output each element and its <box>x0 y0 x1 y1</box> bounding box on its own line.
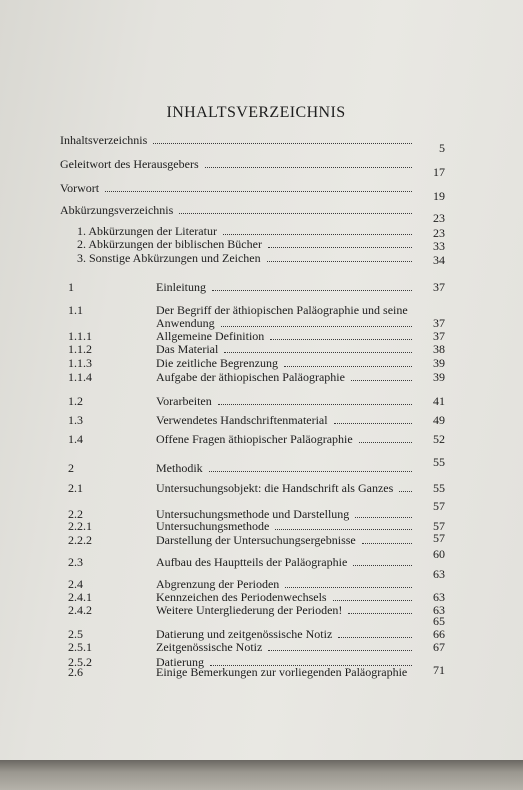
entry-title: Untersuchungsobjekt: die Handschrift als Ganzes <box>156 481 394 495</box>
section-number: 1.4 <box>68 432 83 446</box>
entry-title: Zeitgenössische Notiz <box>156 640 263 654</box>
leader-dots <box>224 351 412 353</box>
leader-dots <box>359 441 412 443</box>
toc-entry <box>0 433 523 447</box>
entry-title: Vorwort <box>60 181 100 195</box>
entry-title: Verwendetes Handschriftenmaterial <box>156 413 328 427</box>
toc-entry <box>0 133 523 155</box>
section-number: 2 <box>68 461 74 475</box>
page-number: 66 <box>433 627 445 641</box>
leader-dots <box>153 142 412 144</box>
page-number: 67 <box>433 640 445 654</box>
entry-title: Das Material <box>156 342 219 356</box>
page-number: 5 <box>439 141 445 155</box>
section-number: 2.4.2 <box>68 603 92 617</box>
page-number: 52 <box>433 432 445 446</box>
page-number: 57 <box>433 531 445 545</box>
page-number: 33 <box>433 239 445 253</box>
toc-entry <box>0 482 523 496</box>
page-number: 65 <box>433 614 445 628</box>
entry-title: Vorarbeiten <box>156 394 212 408</box>
section-number: 1.1.3 <box>68 356 92 370</box>
section-number: 1.1.1 <box>68 329 92 343</box>
leader-dots <box>334 422 412 424</box>
leader-dots <box>105 190 412 192</box>
page-number: 49 <box>433 413 445 427</box>
leader-dots <box>223 233 412 235</box>
toc-entry <box>0 181 523 203</box>
section-number: 2.1 <box>68 481 83 495</box>
leader-dots <box>338 636 412 638</box>
toc-entry <box>0 641 523 655</box>
entry-title: Weitere Untergliederung der Perioden! <box>156 603 343 617</box>
toc-entry <box>0 414 523 428</box>
entry-title: Inhaltsverzeichnis <box>60 133 148 147</box>
page-number: 57 <box>433 499 445 513</box>
leader-dots <box>285 586 412 588</box>
entry-title: Methodik <box>156 461 203 475</box>
leader-dots <box>209 470 412 472</box>
entry-title: Datierung <box>156 655 204 669</box>
leader-dots <box>362 542 412 544</box>
section-number: 2.3 <box>68 555 83 569</box>
entry-title: Aufgabe der äthiopischen Paläographie <box>156 370 345 384</box>
toc-entry <box>0 343 523 357</box>
toc-entry <box>0 371 523 385</box>
section-number: 1.1.4 <box>68 370 92 384</box>
page-number: 37 <box>433 316 445 330</box>
page-number: 55 <box>433 481 445 495</box>
section-number: 2.4 <box>68 577 83 591</box>
toc-entry <box>0 157 523 179</box>
leader-dots <box>218 403 412 405</box>
page-number: 71 <box>433 663 445 677</box>
page-number: 17 <box>433 165 445 179</box>
toc-title: INHALTSVERZEICHNIS <box>166 104 346 121</box>
section-number: 1.1 <box>68 303 83 317</box>
page-number: 39 <box>433 356 445 370</box>
entry-title: Datierung und zeitgenössische Notiz <box>156 627 333 641</box>
section-number: 2.5.2 <box>68 655 92 669</box>
section-number: 1.3 <box>68 413 83 427</box>
section-number: 1.1.2 <box>68 342 92 356</box>
entry-title: Kennzeichen des Periodenwechsels <box>156 590 327 604</box>
entry-title: Die zeitliche Begrenzung <box>156 356 278 370</box>
entry-title: Aufbau des Hauptteils der Paläographie <box>156 555 348 569</box>
page-number: 38 <box>433 342 445 356</box>
page-edge-shadow <box>0 760 523 790</box>
leader-dots <box>268 246 412 248</box>
section-number: 2.2.1 <box>68 519 92 533</box>
entry-title: Allgemeine Definition <box>156 329 265 343</box>
leader-dots <box>399 490 412 492</box>
page-number: 23 <box>433 226 445 240</box>
page-number: 63 <box>433 567 445 581</box>
toc-entry <box>0 281 523 295</box>
toc-entry <box>0 238 523 252</box>
entry-title: Geleitwort des Herausgebers <box>60 157 199 171</box>
entry-title: Einleitung <box>156 280 206 294</box>
leader-dots <box>268 649 412 651</box>
section-number: 2.4.1 <box>68 590 92 604</box>
entry-title: 2. Abkürzungen der biblischen Bücher <box>77 237 262 251</box>
entry-title: Abkürzungsverzeichnis <box>60 203 174 217</box>
leader-dots <box>355 516 412 518</box>
section-number: 2.5.1 <box>68 640 92 654</box>
entry-title: Der Begriff der äthiopischen Paläographie und seine <box>156 303 408 317</box>
entry-title: Untersuchungsmethode <box>156 519 270 533</box>
page-number: 39 <box>433 370 445 384</box>
page-number: 41 <box>433 394 445 408</box>
page-number: 55 <box>433 455 445 469</box>
toc-entry <box>0 252 523 266</box>
page-number: 60 <box>433 547 445 561</box>
leader-dots <box>284 365 412 367</box>
page-number: 63 <box>433 590 445 604</box>
toc-entry <box>0 203 523 225</box>
toc-entry <box>0 531 523 548</box>
page-number: 37 <box>433 280 445 294</box>
page-number: 19 <box>433 189 445 203</box>
entry-title: Abgrenzung der Perioden <box>156 577 280 591</box>
leader-dots <box>212 289 412 291</box>
toc-entry <box>0 663 523 680</box>
page-number: 57 <box>433 519 445 533</box>
leader-dots <box>333 599 412 601</box>
leader-dots <box>205 166 412 168</box>
section-number: 1 <box>68 280 74 294</box>
entry-title: Offene Fragen äthiopischer Paläographie <box>156 432 353 446</box>
section-number: 2.2 <box>68 507 83 521</box>
leader-dots <box>353 564 412 566</box>
leader-dots <box>179 212 412 214</box>
page-number: 23 <box>433 211 445 225</box>
leader-dots <box>270 338 412 340</box>
leader-dots <box>275 528 412 530</box>
page-number: 63 <box>433 603 445 617</box>
section-number: 2.6 <box>68 665 83 679</box>
leader-dots <box>351 379 412 381</box>
section-number: 2.5 <box>68 627 83 641</box>
section-number: 2.2.2 <box>68 533 92 547</box>
entry-title: Untersuchungsmethode und Darstellung <box>156 507 350 521</box>
section-number: 1.2 <box>68 394 83 408</box>
page-number: 34 <box>433 253 445 267</box>
leader-dots <box>267 260 412 262</box>
entry-title: Einige Bemerkungen zur vorliegenden Paläographie <box>156 665 408 679</box>
toc-entry <box>0 395 523 409</box>
entry-title: Anwendung <box>156 316 215 330</box>
page-number: 37 <box>433 329 445 343</box>
leader-dots <box>348 612 412 614</box>
toc-entry <box>0 455 523 476</box>
toc-entry <box>0 357 523 371</box>
entry-title: 3. Sonstige Abkürzungen und Zeichen <box>77 251 261 265</box>
entry-title: 1. Abkürzungen der Literatur <box>77 224 217 238</box>
entry-title: Darstellung der Untersuchungsergebnisse <box>156 533 356 547</box>
leader-dots <box>221 325 412 327</box>
